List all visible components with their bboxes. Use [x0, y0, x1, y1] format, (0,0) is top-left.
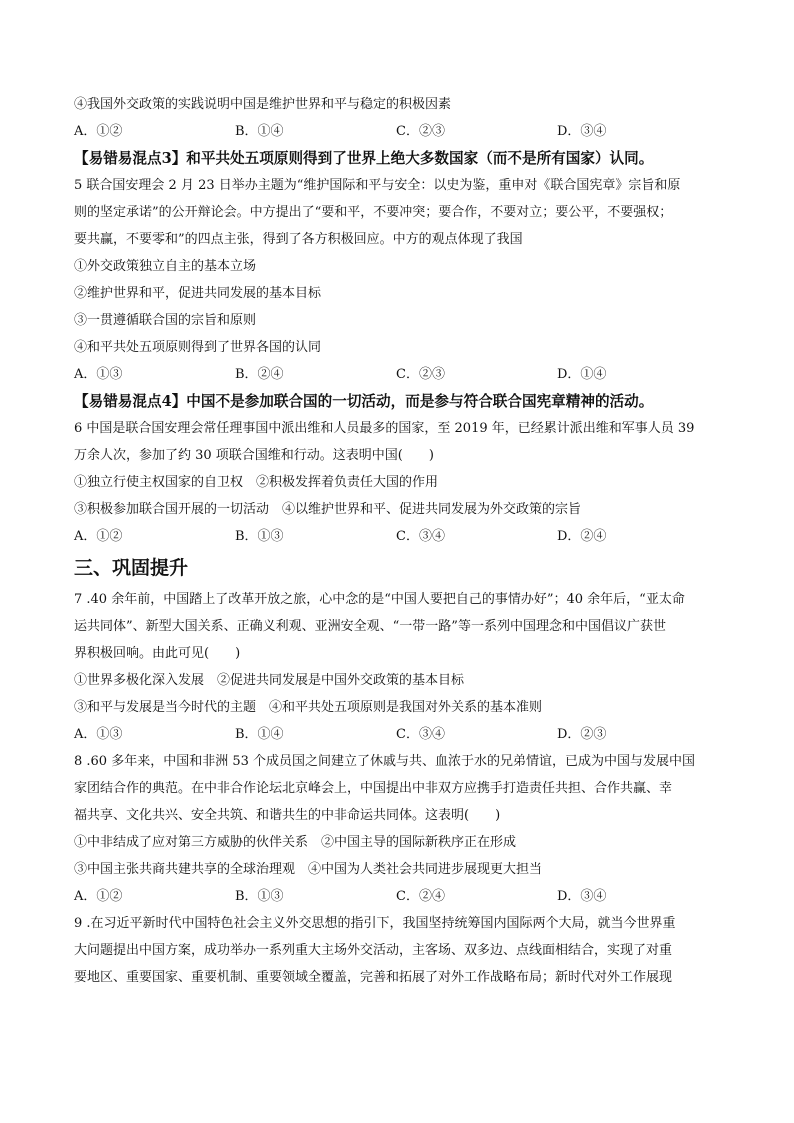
question-9-line-2: 大问题提出中国方案，成功举办一系列重大主场外交活动，主客场、双多边、点线面相结合，实现了对重 — [74, 943, 673, 958]
answer-options — [74, 367, 734, 383]
statement-3: ③一贯遵循联合国的宗旨和原则 — [74, 313, 257, 328]
statements-1-2: ①独立行使主权国家的自卫权 ②积极发挥着负责任大国的作用 — [74, 475, 439, 490]
question-9-line-3: 要地区、重要国家、重要机制、重要领域全覆盖，完善和拓展了对外工作战略布局；新时代对外工作展现 — [74, 970, 673, 985]
mistake-heading-3: 【易错易混点3】和平共处五项原则得到了世界上绝大多数国家（而不是所有国家）认同。 — [74, 150, 654, 167]
question-7-line-3: 界积极回响。由此可见( ) — [74, 646, 241, 661]
option-a: A．①③ — [74, 367, 123, 382]
question-9-line-1: 9 .在习近平新时代中国特色社会主义外交思想的指引下，我国坚持统筹国内国际两个大局，就当今世界重 — [74, 916, 676, 931]
question-7-line-2: 运共同体”、新型大国关系、正确义利观、亚洲安全观、“一带一路”等一系列中国理念和中国倡议广获世 — [74, 619, 666, 634]
statement-4: ④和平共处五项原则得到了世界各国的认同 — [74, 340, 322, 355]
option-c: C．③④ — [396, 529, 445, 544]
option-c: C．②③ — [396, 367, 445, 382]
option-a: A．①② — [74, 889, 123, 904]
statements-3-4: ③和平与发展是当今时代的主题 ④和平共处五项原则是我国对外关系的基本准则 — [74, 700, 543, 715]
option-b: B．②④ — [235, 367, 284, 382]
option-a: A．①② — [74, 124, 123, 139]
option-d: D．③④ — [557, 124, 607, 139]
question-8-line-1: 8 .60 多年来，中国和非洲 53 个成员国之间建立了休戚与共、血浓于水的兄弟情谊，已成为中国与发展中国 — [74, 754, 696, 769]
option-a: A．①② — [74, 529, 123, 544]
question-5-line-3: 要共赢，不要零和”的四点主张，得到了各方积极回应。中方的观点体现了我国 — [74, 232, 523, 247]
question-8-line-3: 福共享、文化共兴、安全共筑、和谐共生的中非命运共同体。这表明( ) — [74, 808, 501, 823]
option-c: C．③④ — [396, 727, 445, 742]
question-5-line-1: 5 联合国安理会 2 月 23 日举办主题为“维护国际和平与安全：以史为鉴，重申对《联合国宪章》宗旨和原 — [74, 178, 681, 193]
question-6-line-2: 万余人次，参加了约 30 项联合国维和行动。这表明中国( ) — [74, 448, 434, 463]
section-title: 三、巩固提升 — [74, 557, 189, 579]
option-b: B．①④ — [235, 124, 284, 139]
option-d: D．①④ — [557, 367, 607, 382]
option-b: B．①③ — [235, 529, 284, 544]
question-5-line-2: 则的坚定承诺”的公开辩论会。中方提出了“要和平，不要冲突；要合作，不要对立；要公平，不要强权； — [74, 205, 673, 220]
question-8-line-2: 家团结合作的典范。在中非合作论坛北京峰会上，中国提出中非双方应携手打造责任共担、合作共赢、幸 — [74, 781, 673, 796]
option-c: C．②③ — [396, 124, 445, 139]
option-d: D．③④ — [557, 889, 607, 904]
text-line: ④我国外交政策的实践说明中国是维护世界和平与稳定的积极因素 — [74, 97, 452, 112]
question-7-line-1: 7 .40 余年前，中国踏上了改革开放之旅，心中念的是“中国人要把自己的事情办好”；40 余年后，“亚太命 — [74, 592, 685, 607]
question-6-line-1: 6 中国是联合国安理会常任理事国中派出维和人员最多的国家，至 2019 年，已经累计派出维和军事人员 39 — [74, 421, 695, 436]
mistake-heading-4: 【易错易混点4】中国不是参加联合国的一切活动，而是参与符合联合国宪章精神的活动。 — [74, 393, 654, 410]
statement-2: ②维护世界和平，促进共同发展的基本目标 — [74, 286, 322, 301]
option-d: D．②③ — [557, 727, 607, 742]
option-b: B．①④ — [235, 727, 284, 742]
statements-1-2: ①世界多极化深入发展 ②促进共同发展是中国外交政策的基本目标 — [74, 673, 465, 688]
option-a: A．①③ — [74, 727, 123, 742]
statements-1-2: ①中非结成了应对第三方威胁的伙伴关系 ②中国主导的国际新秩序正在形成 — [74, 835, 517, 850]
statement-1: ①外交政策独立自主的基本立场 — [74, 259, 257, 274]
answer-options — [74, 124, 734, 140]
option-c: C．②④ — [396, 889, 445, 904]
answer-options — [74, 727, 734, 743]
option-d: D．②④ — [557, 529, 607, 544]
statements-3-4: ③中国主张共商共建共享的全球治理观 ④中国为人类社会共同进步展现更大担当 — [74, 862, 543, 877]
option-b: B．①③ — [235, 889, 284, 904]
answer-options — [74, 889, 734, 905]
answer-options — [74, 529, 734, 545]
statements-3-4: ③积极参加联合国开展的一切活动 ④以维护世界和平、促进共同发展为外交政策的宗旨 — [74, 502, 582, 517]
